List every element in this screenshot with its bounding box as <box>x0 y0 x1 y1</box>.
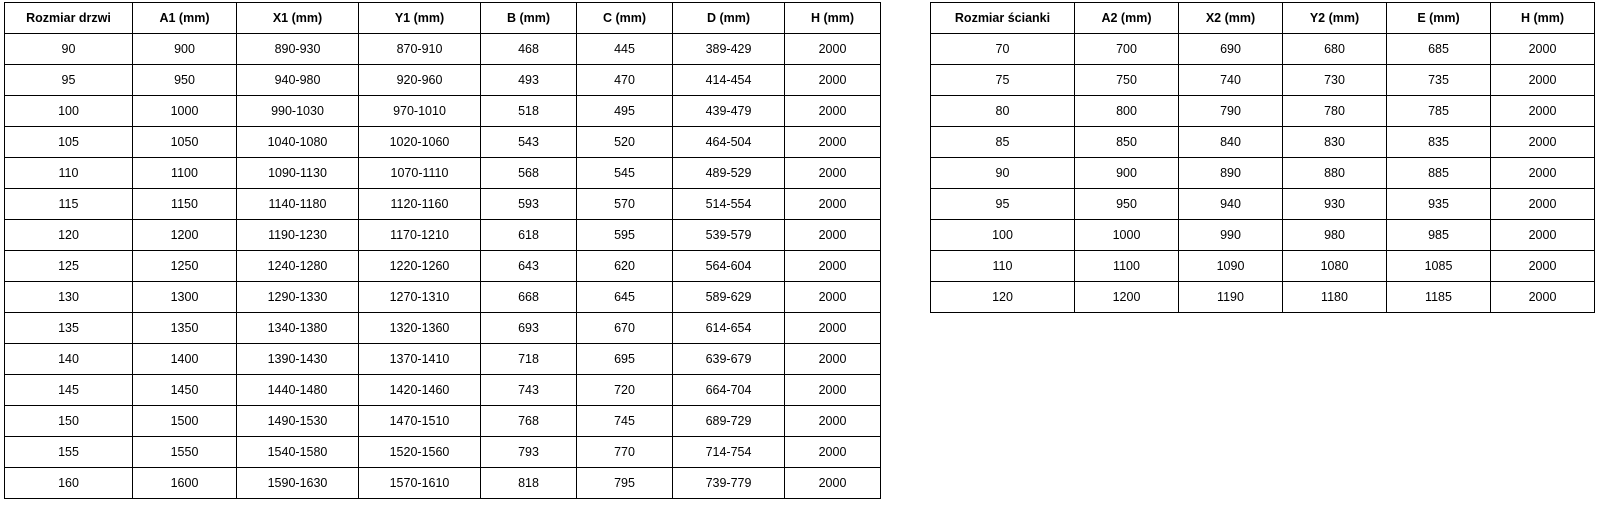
table-cell: 85 <box>931 127 1075 158</box>
table-cell: 70 <box>931 34 1075 65</box>
table-row <box>931 96 1595 127</box>
column-header-x1: X1 (mm) <box>237 3 359 34</box>
table-cell: 693 <box>481 313 577 344</box>
table-row <box>931 65 1595 96</box>
table-cell: 1140-1180 <box>237 189 359 220</box>
table-cell: 793 <box>481 437 577 468</box>
table-cell: 770 <box>577 437 673 468</box>
table-cell: 1170-1210 <box>359 220 481 251</box>
table-cell: 468 <box>481 34 577 65</box>
table-cell: 740 <box>1179 65 1283 96</box>
column-header-rozmiar-drzwi: Rozmiar drzwi <box>5 3 133 34</box>
table-cell: 780 <box>1283 96 1387 127</box>
walls-table-body <box>931 34 1595 313</box>
table-cell: 664-704 <box>673 375 785 406</box>
table-cell: 739-779 <box>673 468 785 499</box>
table-cell: 885 <box>1387 158 1491 189</box>
table-cell: 520 <box>577 127 673 158</box>
table-cell: 145 <box>5 375 133 406</box>
table-header-row <box>5 3 881 34</box>
table-cell: 115 <box>5 189 133 220</box>
table-cell: 589-629 <box>673 282 785 313</box>
table-cell: 2000 <box>785 282 881 313</box>
table-cell: 1220-1260 <box>359 251 481 282</box>
table-cell: 618 <box>481 220 577 251</box>
table-cell: 1100 <box>1075 251 1179 282</box>
table-cell: 1150 <box>133 189 237 220</box>
table-cell: 2000 <box>785 34 881 65</box>
table-cell: 1180 <box>1283 282 1387 313</box>
table-cell: 1590-1630 <box>237 468 359 499</box>
column-header-x2: X2 (mm) <box>1179 3 1283 34</box>
table-cell: 850 <box>1075 127 1179 158</box>
table-cell: 125 <box>5 251 133 282</box>
table-row <box>5 189 881 220</box>
table-cell: 105 <box>5 127 133 158</box>
table-cell: 950 <box>133 65 237 96</box>
table-cell: 920-960 <box>359 65 481 96</box>
table-row <box>931 282 1595 313</box>
table-cell: 564-604 <box>673 251 785 282</box>
table-cell: 518 <box>481 96 577 127</box>
table-cell: 135 <box>5 313 133 344</box>
table-cell: 464-504 <box>673 127 785 158</box>
table-cell: 120 <box>931 282 1075 313</box>
table-cell: 1100 <box>133 158 237 189</box>
table-cell: 1250 <box>133 251 237 282</box>
table-cell: 1440-1480 <box>237 375 359 406</box>
table-cell: 680 <box>1283 34 1387 65</box>
table-cell: 2000 <box>785 344 881 375</box>
table-cell: 714-754 <box>673 437 785 468</box>
table-cell: 414-454 <box>673 65 785 96</box>
table-cell: 980 <box>1283 220 1387 251</box>
table-cell: 940 <box>1179 189 1283 220</box>
table-row <box>5 158 881 189</box>
walls-dimensions-table <box>930 2 1595 313</box>
table-cell: 570 <box>577 189 673 220</box>
table-cell: 750 <box>1075 65 1179 96</box>
column-header-c: C (mm) <box>577 3 673 34</box>
table-cell: 2000 <box>785 313 881 344</box>
table-cell: 95 <box>5 65 133 96</box>
column-header-a2: A2 (mm) <box>1075 3 1179 34</box>
table-cell: 2000 <box>785 437 881 468</box>
table-cell: 890 <box>1179 158 1283 189</box>
table-cell: 2000 <box>785 189 881 220</box>
table-header-row <box>931 3 1595 34</box>
table-cell: 695 <box>577 344 673 375</box>
table-cell: 743 <box>481 375 577 406</box>
table-cell: 2000 <box>785 65 881 96</box>
table-cell: 1320-1360 <box>359 313 481 344</box>
table-cell: 2000 <box>785 468 881 499</box>
table-cell: 155 <box>5 437 133 468</box>
column-header-d: D (mm) <box>673 3 785 34</box>
table-row <box>931 189 1595 220</box>
table-cell: 830 <box>1283 127 1387 158</box>
table-cell: 1200 <box>133 220 237 251</box>
table-cell: 1290-1330 <box>237 282 359 313</box>
table-cell: 95 <box>931 189 1075 220</box>
table-cell: 718 <box>481 344 577 375</box>
table-cell: 990 <box>1179 220 1283 251</box>
table-row <box>931 34 1595 65</box>
table-cell: 439-479 <box>673 96 785 127</box>
table-cell: 110 <box>5 158 133 189</box>
table-cell: 595 <box>577 220 673 251</box>
table-cell: 930 <box>1283 189 1387 220</box>
table-cell: 2000 <box>1491 251 1595 282</box>
column-header-h: H (mm) <box>785 3 881 34</box>
table-cell: 2000 <box>785 158 881 189</box>
table-cell: 140 <box>5 344 133 375</box>
table-cell: 985 <box>1387 220 1491 251</box>
table-cell: 130 <box>5 282 133 313</box>
table-cell: 690 <box>1179 34 1283 65</box>
table-row <box>5 34 881 65</box>
table-cell: 768 <box>481 406 577 437</box>
table-row <box>5 282 881 313</box>
table-cell: 720 <box>577 375 673 406</box>
table-cell: 1190 <box>1179 282 1283 313</box>
table-cell: 2000 <box>1491 65 1595 96</box>
table-cell: 2000 <box>785 406 881 437</box>
table-row <box>5 344 881 375</box>
table-cell: 2000 <box>1491 220 1595 251</box>
table-cell: 1520-1560 <box>359 437 481 468</box>
table-cell: 668 <box>481 282 577 313</box>
column-header-rozmiar-scianki: Rozmiar ścianki <box>931 3 1075 34</box>
table-cell: 2000 <box>785 220 881 251</box>
table-row <box>5 375 881 406</box>
table-cell: 1090 <box>1179 251 1283 282</box>
table-cell: 1240-1280 <box>237 251 359 282</box>
doors-table-header <box>5 3 881 34</box>
table-cell: 818 <box>481 468 577 499</box>
table-cell: 835 <box>1387 127 1491 158</box>
table-cell: 1120-1160 <box>359 189 481 220</box>
table-cell: 1500 <box>133 406 237 437</box>
table-cell: 614-654 <box>673 313 785 344</box>
table-cell: 1040-1080 <box>237 127 359 158</box>
table-cell: 1270-1310 <box>359 282 481 313</box>
table-cell: 745 <box>577 406 673 437</box>
table-cell: 689-729 <box>673 406 785 437</box>
table-cell: 639-679 <box>673 344 785 375</box>
table-cell: 90 <box>931 158 1075 189</box>
table-cell: 1000 <box>1075 220 1179 251</box>
table-row <box>5 437 881 468</box>
table-cell: 1600 <box>133 468 237 499</box>
table-cell: 870-910 <box>359 34 481 65</box>
table-cell: 643 <box>481 251 577 282</box>
table-cell: 2000 <box>1491 127 1595 158</box>
table-cell: 790 <box>1179 96 1283 127</box>
walls-table-header <box>931 3 1595 34</box>
table-cell: 800 <box>1075 96 1179 127</box>
table-cell: 900 <box>133 34 237 65</box>
table-row <box>5 127 881 158</box>
table-cell: 100 <box>931 220 1075 251</box>
table-cell: 2000 <box>785 375 881 406</box>
table-cell: 2000 <box>785 251 881 282</box>
doors-dimensions-table <box>4 2 881 499</box>
table-cell: 2000 <box>1491 189 1595 220</box>
table-cell: 543 <box>481 127 577 158</box>
table-cell: 470 <box>577 65 673 96</box>
table-cell: 700 <box>1075 34 1179 65</box>
table-cell: 495 <box>577 96 673 127</box>
table-cell: 80 <box>931 96 1075 127</box>
table-cell: 1470-1510 <box>359 406 481 437</box>
table-cell: 1080 <box>1283 251 1387 282</box>
table-cell: 970-1010 <box>359 96 481 127</box>
table-cell: 785 <box>1387 96 1491 127</box>
table-cell: 100 <box>5 96 133 127</box>
table-cell: 940-980 <box>237 65 359 96</box>
table-row <box>5 313 881 344</box>
table-cell: 1550 <box>133 437 237 468</box>
table-cell: 1420-1460 <box>359 375 481 406</box>
table-row <box>5 65 881 96</box>
table-cell: 935 <box>1387 189 1491 220</box>
table-cell: 160 <box>5 468 133 499</box>
table-cell: 110 <box>931 251 1075 282</box>
doors-table-container <box>4 2 881 499</box>
table-cell: 735 <box>1387 65 1491 96</box>
table-row <box>931 251 1595 282</box>
table-cell: 1540-1580 <box>237 437 359 468</box>
table-cell: 2000 <box>1491 96 1595 127</box>
table-cell: 990-1030 <box>237 96 359 127</box>
table-cell: 493 <box>481 65 577 96</box>
table-cell: 120 <box>5 220 133 251</box>
table-cell: 1450 <box>133 375 237 406</box>
table-cell: 1200 <box>1075 282 1179 313</box>
table-cell: 795 <box>577 468 673 499</box>
table-cell: 1490-1530 <box>237 406 359 437</box>
table-cell: 685 <box>1387 34 1491 65</box>
table-cell: 1400 <box>133 344 237 375</box>
table-cell: 545 <box>577 158 673 189</box>
table-cell: 389-429 <box>673 34 785 65</box>
table-cell: 568 <box>481 158 577 189</box>
table-cell: 890-930 <box>237 34 359 65</box>
table-cell: 645 <box>577 282 673 313</box>
table-cell: 1185 <box>1387 282 1491 313</box>
table-cell: 620 <box>577 251 673 282</box>
table-row <box>5 220 881 251</box>
table-cell: 2000 <box>1491 34 1595 65</box>
table-cell: 1000 <box>133 96 237 127</box>
column-header-y2: Y2 (mm) <box>1283 3 1387 34</box>
column-header-b: B (mm) <box>481 3 577 34</box>
doors-table-body <box>5 34 881 499</box>
table-cell: 514-554 <box>673 189 785 220</box>
table-cell: 900 <box>1075 158 1179 189</box>
table-cell: 1085 <box>1387 251 1491 282</box>
table-cell: 840 <box>1179 127 1283 158</box>
table-cell: 2000 <box>1491 282 1595 313</box>
table-row <box>931 158 1595 189</box>
table-cell: 75 <box>931 65 1075 96</box>
table-cell: 1090-1130 <box>237 158 359 189</box>
table-row <box>5 96 881 127</box>
table-cell: 1390-1430 <box>237 344 359 375</box>
column-header-e: E (mm) <box>1387 3 1491 34</box>
table-cell: 593 <box>481 189 577 220</box>
table-row <box>5 406 881 437</box>
table-cell: 1570-1610 <box>359 468 481 499</box>
column-header-y1: Y1 (mm) <box>359 3 481 34</box>
table-cell: 489-529 <box>673 158 785 189</box>
walls-table-container <box>930 2 1595 313</box>
table-cell: 2000 <box>785 96 881 127</box>
table-cell: 539-579 <box>673 220 785 251</box>
table-cell: 1370-1410 <box>359 344 481 375</box>
table-cell: 1340-1380 <box>237 313 359 344</box>
table-row <box>5 251 881 282</box>
table-cell: 1020-1060 <box>359 127 481 158</box>
table-cell: 670 <box>577 313 673 344</box>
table-cell: 445 <box>577 34 673 65</box>
table-cell: 1190-1230 <box>237 220 359 251</box>
table-cell: 1050 <box>133 127 237 158</box>
table-row <box>5 468 881 499</box>
column-header-h: H (mm) <box>1491 3 1595 34</box>
table-row <box>931 220 1595 251</box>
table-cell: 1350 <box>133 313 237 344</box>
table-cell: 880 <box>1283 158 1387 189</box>
column-header-a1: A1 (mm) <box>133 3 237 34</box>
table-cell: 1300 <box>133 282 237 313</box>
table-cell: 730 <box>1283 65 1387 96</box>
table-cell: 950 <box>1075 189 1179 220</box>
table-row <box>931 127 1595 158</box>
table-cell: 1070-1110 <box>359 158 481 189</box>
table-cell: 2000 <box>1491 158 1595 189</box>
table-cell: 2000 <box>785 127 881 158</box>
table-cell: 90 <box>5 34 133 65</box>
table-cell: 150 <box>5 406 133 437</box>
